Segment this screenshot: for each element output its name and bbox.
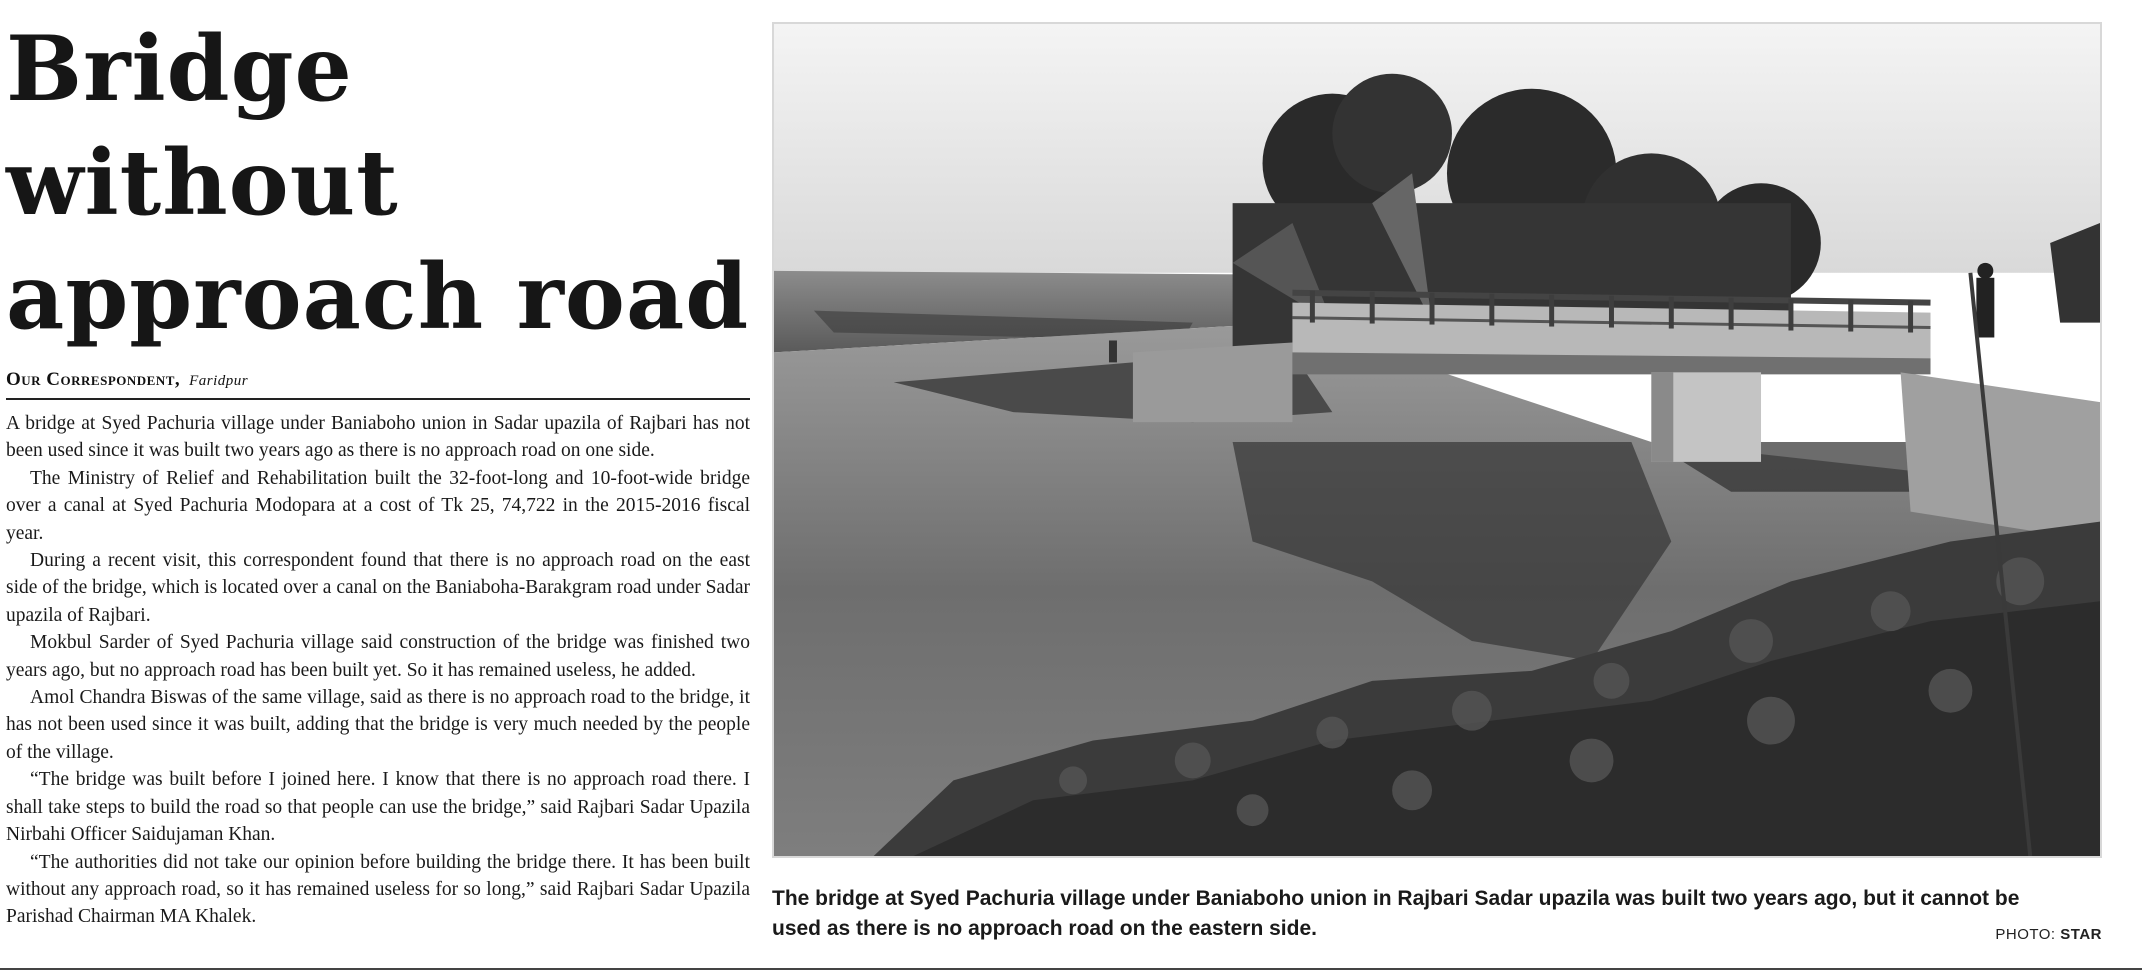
headline-line-1: Bridge without: [6, 16, 399, 236]
headline-line-2: approach road: [6, 244, 750, 350]
bridge-photo-illustration: [774, 24, 2100, 856]
article-paragraph: “The authorities did not take our opinion before building the bridge there. It has been built without any approach road, so it has remained useless for so long,” said Rajbari Sadar Upazila Parishad Chairman MA Khalek.: [6, 851, 750, 928]
headline: [6, 0, 750, 354]
photo-credit-source: STAR: [2060, 926, 2102, 943]
article-paragraph: During a recent visit, this correspondent found that there is no approach road on the east side of the bridge, which is located over a canal on the Baniaboha-Barakgram road under Sadar upazila of Rajbari.: [6, 550, 750, 626]
article-paragraph: Amol Chandra Biswas of the same village, said as there is no approach road to the bridge, it has not been used since it was built, adding that the bridge is very much needed by the people of the village.: [6, 687, 750, 763]
article-paragraph: “The bridge was built before I joined here. I know that there is no approach road there. I shall take steps to build the road so that people can use the bridge,” said Rajbari Sadar Upazila Nirbahi Officer Saidujaman Khan.: [6, 769, 750, 846]
caption-line-2: used as there is no approach road on the eastern side.: [772, 917, 1317, 940]
photo-credit: [1995, 926, 2102, 943]
photo-credit-label: PHOTO:: [1995, 926, 2056, 943]
article-paragraph: Mokbul Sarder of Syed Pachuria village said construction of the bridge was finished two years ago, but no approach road has been built yet. So it has remained useless, he added.: [6, 632, 750, 681]
caption-line-1: The bridge at Syed Pachuria village under Baniaboho union in Rajbari Sadar upazila was built two years ago, but it cannot be: [772, 887, 2020, 910]
byline-correspondent: Our Correspondent,: [6, 369, 181, 390]
byline: [6, 368, 750, 400]
photo-caption: [772, 884, 2102, 944]
byline-place: Faridpur: [189, 373, 249, 389]
bottom-rule: [0, 968, 2142, 970]
news-photo: [772, 22, 2102, 858]
news-article: [6, 0, 750, 960]
article-paragraph: A bridge at Syed Pachuria village under Baniaboho union in Sadar upazila of Rajbari has not been used since it was built two years ago as there is no approach road on one side.: [6, 413, 750, 462]
article-paragraph: The Ministry of Relief and Rehabilitation built the 32-foot-long and 10-foot-wide bridge over a canal at Syed Pachuria Modopara at a cost of Tk 25, 74,722 in the 2015-2016 fiscal year.: [6, 467, 750, 544]
article-body: [6, 410, 750, 931]
